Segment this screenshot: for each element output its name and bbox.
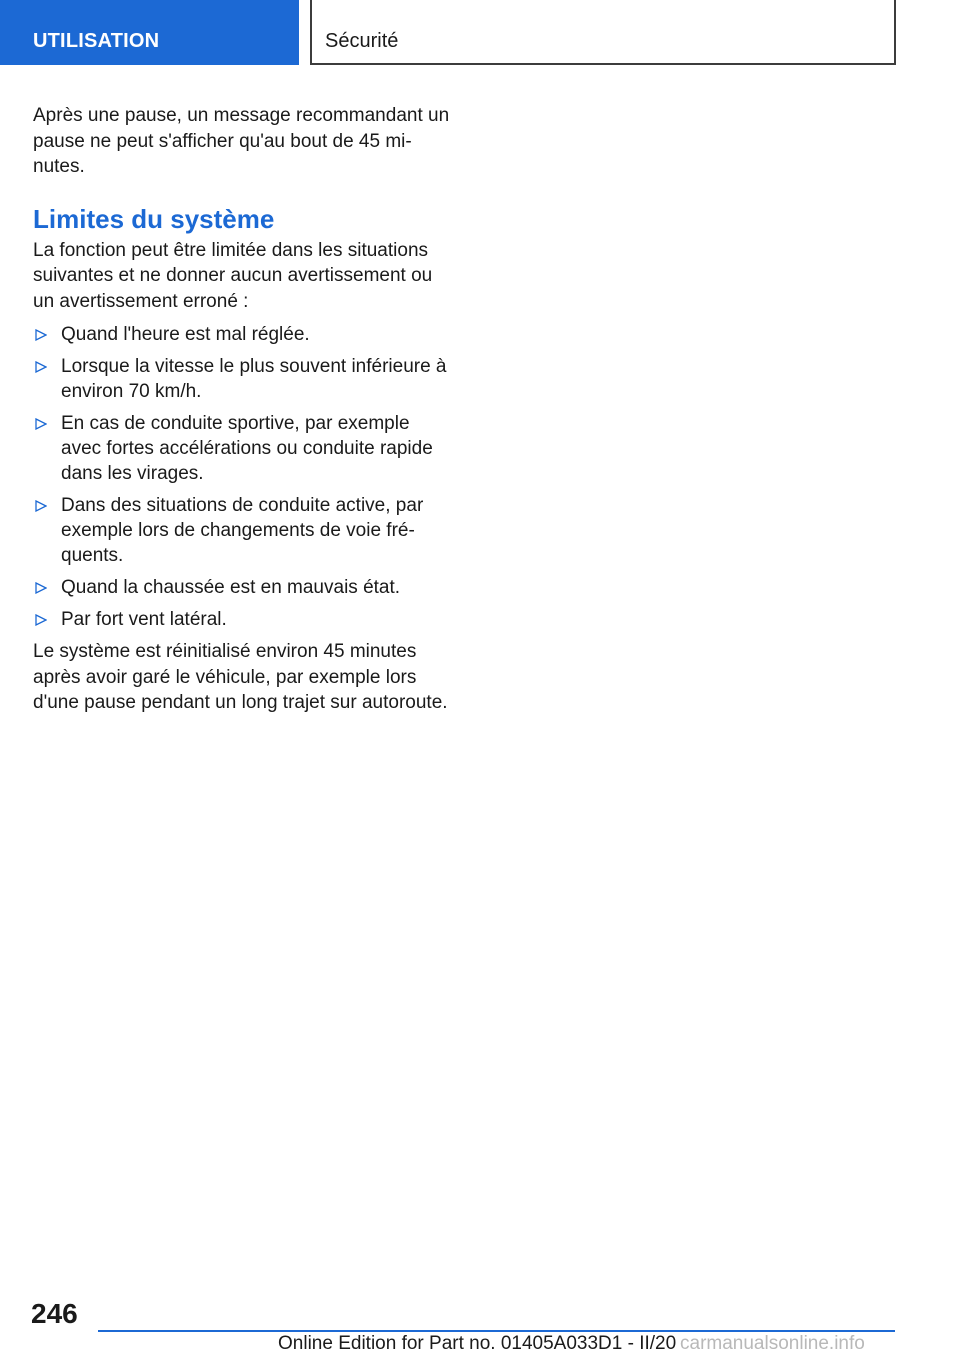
triangle-right-icon [35,329,47,341]
main-content [33,103,453,716]
page-number: 246 [31,1298,78,1329]
list-item-text: Lorsque la vitesse le plus souvent inférieure à environ 70 km/h. [61,356,447,402]
intro-paragraph: Après une pause, un message recommandant un pause ne peut s'afficher qu'au bout de 45 minutes. [33,105,450,177]
closing-paragraph: Le système est réinitialisé environ 45 minutes après avoir garé le véhicule, par exemple lors d'une pause pendant un long trajet sur autoroute. [33,641,448,713]
list-item-text: En cas de conduite sportive, par exemple avec fortes accélérations ou conduite rapide dans les virages. [61,413,433,484]
list-item [33,575,453,600]
edition-note: Online Edition for Part no. 01405A033D1 - II/20 [278,1333,677,1354]
triangle-right-icon [35,418,47,430]
list-item [33,493,453,568]
limitations-list [33,322,453,632]
header-section-label: UTILISATION [0,0,299,65]
list-item-text: Quand l'heure est mal réglée. [61,324,310,345]
watermark: carmanualsonline.info [680,1333,865,1354]
list-item [33,411,453,486]
triangle-right-icon [35,361,47,373]
list-item-text: Dans des situations de conduite active, par exemple lors de changements de voie fréquents. [61,495,424,566]
list-item [33,322,453,347]
list-item-text: Quand la chaussée est en mauvais état. [61,577,401,598]
footer-divider [98,1330,895,1332]
list-item-text: Par fort vent latéral. [61,609,227,630]
list-item [33,354,453,404]
triangle-right-icon [35,614,47,626]
triangle-right-icon [35,582,47,594]
list-item [33,607,453,632]
header-chapter-title: Sécurité [310,0,896,65]
triangle-right-icon [35,500,47,512]
lead-paragraph: La fonction peut être limitée dans les situations suivantes et ne donner aucun avertissement ou un avertissement erroné : [33,239,433,312]
section-title: Limites du système [33,203,275,234]
